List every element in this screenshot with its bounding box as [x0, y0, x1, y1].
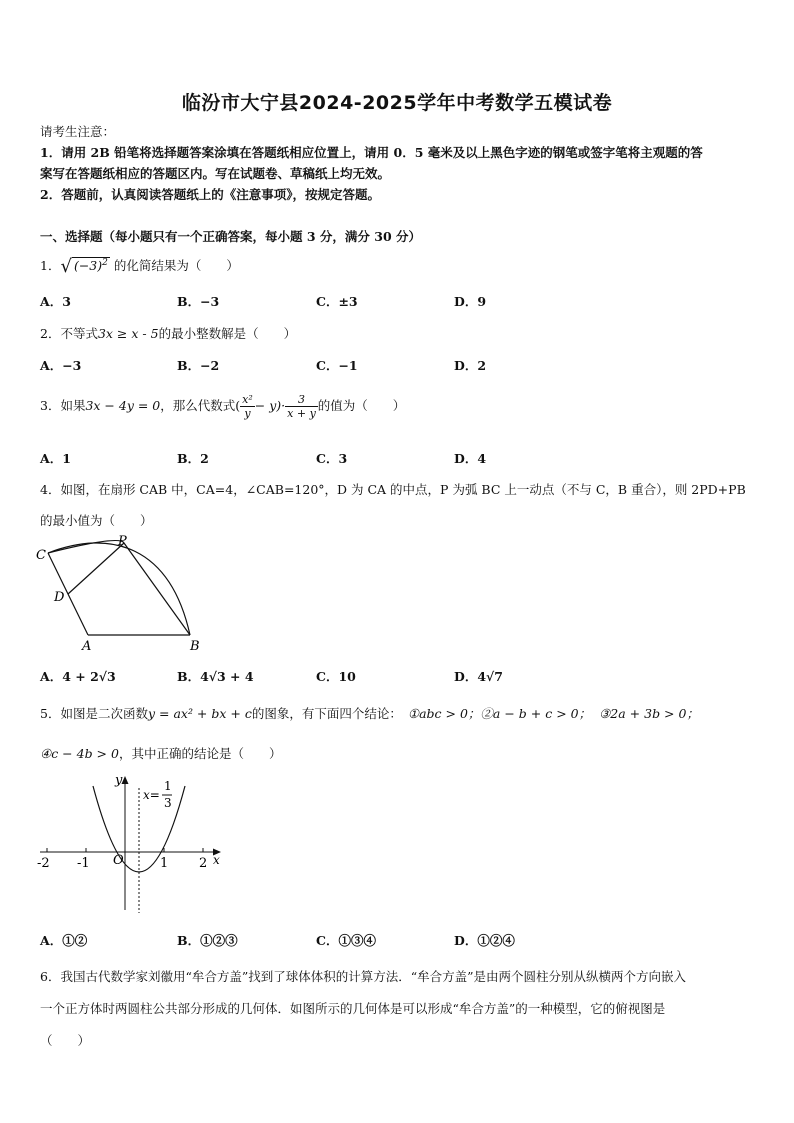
- q1-text: 的化简结果为（ ）: [113, 258, 239, 273]
- q2-option-c[interactable]: C．−1: [316, 358, 358, 373]
- q2-option-d[interactable]: D．2: [454, 358, 487, 373]
- q5-option-c[interactable]: C．①③④: [316, 933, 376, 948]
- q3-option-c[interactable]: C．3: [316, 451, 348, 466]
- notice-item-1b: 案写在答题纸相应的答题区内。写在试题卷、草稿纸上均无效。: [40, 166, 391, 181]
- q3-option-a[interactable]: A．1: [40, 451, 71, 466]
- question-6-line-1: 6．我国古代数学家刘徽用“牟合方盖”找到了球体体积的计算方法．“牟合方盖”是由两个圆柱分别从纵横两个方向嵌入: [40, 969, 687, 984]
- q1-option-b[interactable]: B．−3: [177, 294, 220, 309]
- q4-option-c[interactable]: C．10: [316, 669, 356, 684]
- q4-option-a[interactable]: A．4 + 2√3: [40, 669, 116, 684]
- question-4-line-2: 的最小值为（ ）: [40, 513, 153, 528]
- sqrt-icon: √: [60, 256, 72, 277]
- label-b: B: [190, 639, 200, 654]
- q5-function: y = ax² + bx + c: [147, 706, 252, 721]
- q5-conclusion-4: ④c − 4b > 0: [40, 746, 119, 761]
- notice-item-2: 2．答题前，认真阅读答题纸上的《注意事项》，按规定答题。: [40, 187, 380, 202]
- question-5-line-2: [40, 744, 281, 762]
- q5-option-d[interactable]: D．①②④: [454, 933, 515, 948]
- q5-conclusion-2: ②a − b + c > 0；: [480, 706, 592, 721]
- q4-option-d[interactable]: D．4√7: [454, 669, 503, 684]
- y-axis-arrow-icon: [122, 776, 129, 784]
- question-3: 3．如果3x − 4y = 0，那么代数式( $\frac{\text{x²}}{y}$ − y)· $\frac{3}{x + y}$ 的值为（ ）: [40, 393, 406, 420]
- segment-pb: [124, 543, 190, 635]
- q1-option-c[interactable]: C．±3: [316, 294, 358, 309]
- q1-number: 1．: [40, 258, 61, 273]
- parabola-graph: [35, 768, 225, 918]
- q3-frac2-num: 3: [285, 393, 318, 407]
- symmetry-num: 1: [164, 779, 172, 793]
- question-4-line-1: 4．如图，在扇形 CAB 中，CA=4，∠CAB=120°，D 为 CA 的中点，P 为弧 BC 上一动点（不与 C，B 重合），则 2PD+PB: [40, 482, 746, 497]
- q3-text: 的值为（ ）: [317, 398, 406, 413]
- question-5-line-1: [40, 704, 699, 722]
- q1-option-a[interactable]: A．3: [40, 294, 71, 309]
- q4-option-b[interactable]: B．4√3 + 4: [177, 669, 254, 684]
- q1-expr: (−3): [73, 258, 103, 273]
- q2-lead: 2．不等式: [40, 326, 98, 341]
- q1-exponent: 2: [102, 257, 108, 268]
- q3-mid: ，那么代数式: [160, 398, 236, 413]
- q2-inequality: 3x ≥ x - 5: [97, 326, 159, 341]
- label-p: P: [118, 535, 127, 549]
- q2-option-b[interactable]: B．−2: [177, 358, 220, 373]
- notice-heading: 请考生注意：: [40, 124, 116, 139]
- symmetry-eq: x=: [143, 788, 160, 802]
- q3-option-b[interactable]: B．2: [177, 451, 209, 466]
- arc-upper: [48, 541, 124, 553]
- q3-frac1-den: y: [244, 407, 251, 420]
- label-a: A: [82, 639, 92, 654]
- question-6-line-3: （ ）: [40, 1033, 91, 1048]
- tick-label-1: 1: [160, 856, 169, 871]
- question-1: [40, 256, 239, 277]
- label-d: D: [54, 590, 65, 605]
- q5-option-a[interactable]: A．①②: [40, 933, 88, 948]
- y-axis-label: y: [115, 773, 123, 788]
- q5-text: 的图象，有下面四个结论：: [251, 706, 402, 721]
- q5-option-b[interactable]: B．①②③: [177, 933, 238, 948]
- tick-label-2: 2: [199, 856, 208, 871]
- label-c: C: [36, 548, 46, 563]
- question-2: [40, 324, 296, 342]
- q5-conclusion-1: ①abc > 0；: [407, 706, 481, 721]
- section-heading: 一、选择题（每小题只有一个正确答案，每小题 3 分，满分 30 分）: [40, 229, 422, 244]
- q3-frac1-num: x²: [242, 393, 253, 406]
- q5-conclusion-3: ③2a + 3b > 0；: [599, 706, 699, 721]
- tick-label-neg-1: -1: [77, 856, 90, 871]
- origin-label: O: [113, 853, 124, 868]
- q5-lead: 5．如图是二次函数: [40, 706, 148, 721]
- q2-option-a[interactable]: A．−3: [40, 358, 82, 373]
- q1-option-d[interactable]: D．9: [454, 294, 487, 309]
- tick-label-neg-2: -2: [37, 856, 50, 871]
- notice-item-1a: 1．请用 2B 铅笔将选择题答案涂填在答题纸相应位置上，请用 0．5 毫米及以上黑色字迹的钢笔或签字笔将主观题的答: [40, 145, 703, 160]
- q2-text: 的最小整数解是（ ）: [158, 326, 297, 341]
- symmetry-den: 3: [164, 796, 172, 810]
- q3-frac2-den: x + y: [287, 407, 316, 420]
- q5-text-2: ，其中正确的结论是（ ）: [118, 746, 282, 761]
- page-title: 临汾市大宁县2024-2025学年中考数学五模试卷: [181, 92, 613, 114]
- q3-condition: 3x − 4y = 0: [85, 398, 161, 413]
- q3-lead: 3．如果: [40, 398, 86, 413]
- x-axis-label: x: [213, 853, 220, 867]
- segment-dp: [68, 543, 124, 594]
- q3-option-d[interactable]: D．4: [454, 451, 487, 466]
- q3-minus: − y)·: [254, 398, 286, 413]
- question-6-line-2: 一个正方体时两圆柱公共部分形成的几何体．如图所示的几何体是可以形成“牟合方盖”的一种模型，它的俯视图是: [40, 1001, 666, 1016]
- arc-cb: [48, 543, 190, 635]
- sector-figure: [30, 535, 210, 655]
